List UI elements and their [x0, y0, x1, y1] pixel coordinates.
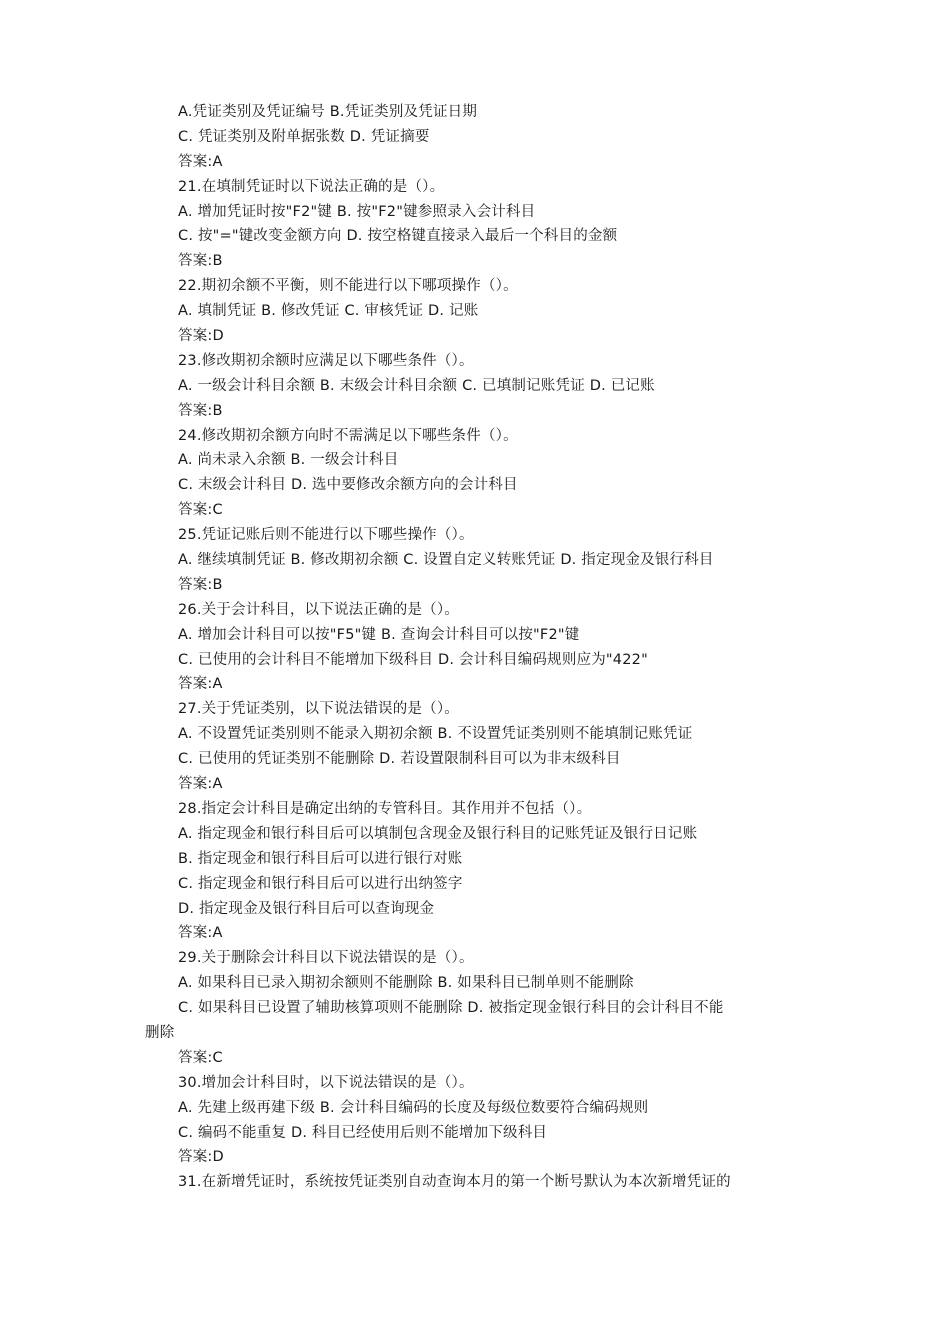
option-line: C. 按"="键改变金额方向 D. 按空格键直接录入最后一个科目的金额 [178, 228, 618, 245]
option-line: C. 已使用的凭证类别不能删除 D. 若设置限制科目可以为非末级科目 [178, 751, 621, 768]
question-line: 21.在填制凭证时以下说法正确的是（）。 [178, 178, 445, 195]
question-line: 23.修改期初余额时应满足以下哪些条件（）。 [178, 352, 474, 369]
option-line: C. 已使用的会计科目不能增加下级科目 D. 会计科目编码规则应为"422" [178, 651, 648, 668]
document-body [145, 100, 815, 1195]
option-line: A. 填制凭证 B. 修改凭证 C. 审核凭证 D. 记账 [178, 303, 479, 320]
answer-line: 答案:D [178, 328, 224, 345]
answer-line: 答案:A [178, 925, 223, 942]
answer-line: 答案:B [178, 576, 223, 593]
question-line: 26.关于会计科目，以下说法正确的是（）。 [178, 601, 460, 618]
answer-line: 答案:A [178, 153, 223, 170]
question-line: 27.关于凭证类别，以下说法错误的是（）。 [178, 701, 460, 718]
text-line: 删除 [145, 1024, 175, 1041]
answer-line: 答案:C [178, 1049, 223, 1066]
question-line: 30.增加会计科目时，以下说法错误的是（）。 [178, 1074, 474, 1091]
question-line: 28.指定会计科目是确定出纳的专管科目。其作用并不包括（）。 [178, 800, 592, 817]
option-line: C. 指定现金和银行科目后可以进行出纳签字 [178, 875, 463, 892]
option-line: A. 先建上级再建下级 B. 会计科目编码的长度及每级位数要符合编码规则 [178, 1099, 649, 1116]
option-line: A.凭证类别及凭证编号 B.凭证类别及凭证日期 [178, 104, 478, 120]
option-line: B. 指定现金和银行科目后可以进行银行对账 [178, 850, 463, 867]
option-line: A. 如果科目已录入期初余额则不能删除 B. 如果科目已制单则不能删除 [178, 975, 634, 992]
option-line: A. 增加凭证时按"F2"键 B. 按"F2"键参照录入会计科目 [178, 203, 536, 220]
question-line: 31.在新增凭证时，系统按凭证类别自动查询本月的第一个断号默认为本次新增凭证的 [178, 1174, 731, 1191]
answer-line: 答案:A [178, 676, 223, 693]
option-line: C. 末级会计科目 D. 选中要修改余额方向的会计科目 [178, 477, 518, 494]
option-line: C. 编码不能重复 D. 科目已经使用后则不能增加下级科目 [178, 1124, 548, 1141]
answer-line: 答案:B [178, 253, 223, 270]
question-line: 29.关于删除会计科目以下说法错误的是（）。 [178, 950, 474, 967]
option-line: D. 指定现金及银行科目后可以查询现金 [178, 900, 435, 917]
option-line: A. 继续填制凭证 B. 修改期初余额 C. 设置自定义转账凭证 D. 指定现金及银行科目 [178, 552, 714, 569]
option-line: A. 不设置凭证类别则不能录入期初余额 B. 不设置凭证类别则不能填制记账凭证 [178, 726, 693, 743]
option-line: A. 一级会计科目余额 B. 末级会计科目余额 C. 已填制记账凭证 D. 已记账 [178, 377, 655, 394]
option-line: A. 尚未录入余额 B. 一级会计科目 [178, 452, 399, 469]
option-line: C. 凭证类别及附单据张数 D. 凭证摘要 [178, 128, 430, 145]
question-line: 24.修改期初余额方向时不需满足以下哪些条件（）。 [178, 427, 518, 444]
question-line: 25.凭证记账后则不能进行以下哪些操作（）。 [178, 527, 474, 544]
answer-line: 答案:B [178, 402, 223, 419]
answer-line: 答案:C [178, 502, 223, 519]
question-line: 22.期初余额不平衡，则不能进行以下哪项操作（）。 [178, 278, 518, 295]
option-line: C. 如果科目已设置了辅助核算项则不能删除 D. 被指定现金银行科目的会计科目不能 [178, 1000, 724, 1017]
option-line: A. 指定现金和银行科目后可以填制包含现金及银行科目的记账凭证及银行日记账 [178, 825, 698, 842]
option-line: A. 增加会计科目可以按"F5"键 B. 查询会计科目可以按"F2"键 [178, 626, 580, 643]
answer-line: 答案:D [178, 1149, 224, 1166]
answer-line: 答案:A [178, 776, 223, 793]
